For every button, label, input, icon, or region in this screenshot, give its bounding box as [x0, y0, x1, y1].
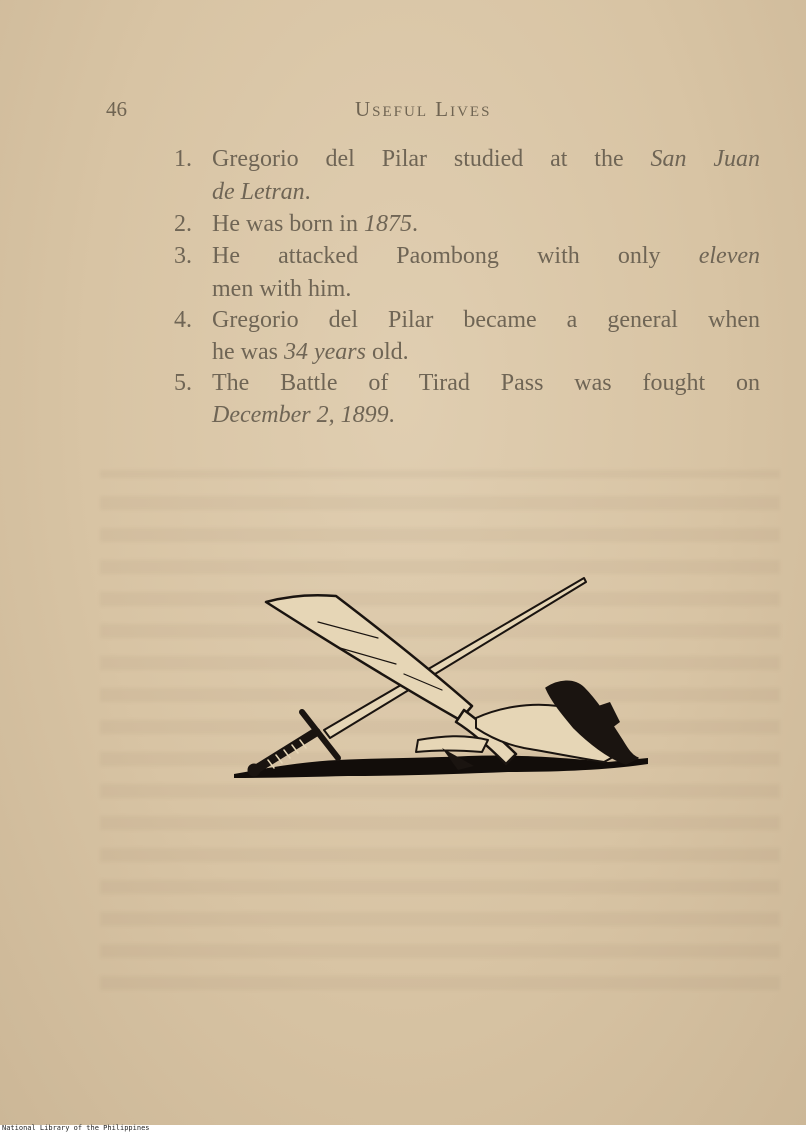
- item-text: men with him.: [212, 276, 352, 302]
- item-number: 5.: [174, 370, 192, 396]
- item-text: .: [411, 211, 418, 237]
- item-line: [212, 179, 760, 206]
- credit-text: National Library of the Philippines: [2, 1124, 150, 1132]
- page-number: 46: [106, 97, 127, 121]
- item-text: old.: [365, 339, 409, 365]
- item-text: The Battle of Tirad Pass was fought on: [212, 370, 760, 396]
- item-line: [212, 402, 760, 429]
- item-line: [212, 243, 760, 270]
- item-emphasis: eleven: [698, 243, 760, 269]
- footer-credit: [0, 1125, 806, 1133]
- item-line: [212, 211, 760, 238]
- item-line: [212, 146, 760, 173]
- item-emphasis: 1875: [363, 211, 412, 237]
- item-text: .: [304, 179, 311, 205]
- item-number: 4.: [174, 307, 192, 333]
- item-text: he was: [212, 339, 284, 365]
- item-number: 1.: [174, 146, 192, 172]
- item-line: [212, 339, 760, 366]
- item-text: He attacked Paombong with only: [212, 243, 699, 269]
- item-line: [212, 370, 760, 397]
- item-text: He was born in: [212, 211, 364, 237]
- item-emphasis: de Letran: [212, 179, 305, 205]
- item-text: Gregorio del Pilar studied at the: [212, 146, 651, 172]
- item-text: .: [388, 402, 395, 428]
- item-emphasis: December 2, 1899: [212, 402, 389, 428]
- item-number: 2.: [174, 211, 192, 237]
- running-title: Useful Lives: [355, 97, 492, 121]
- item-text: Gregorio del Pilar became a general when: [212, 307, 760, 333]
- item-emphasis: San Juan: [650, 146, 760, 172]
- item-line: [212, 276, 760, 303]
- item-number: 3.: [174, 243, 192, 269]
- item-line: [212, 307, 760, 334]
- crossed-bolo-and-sword-icon: [228, 572, 658, 792]
- item-emphasis: 34 years: [283, 339, 366, 365]
